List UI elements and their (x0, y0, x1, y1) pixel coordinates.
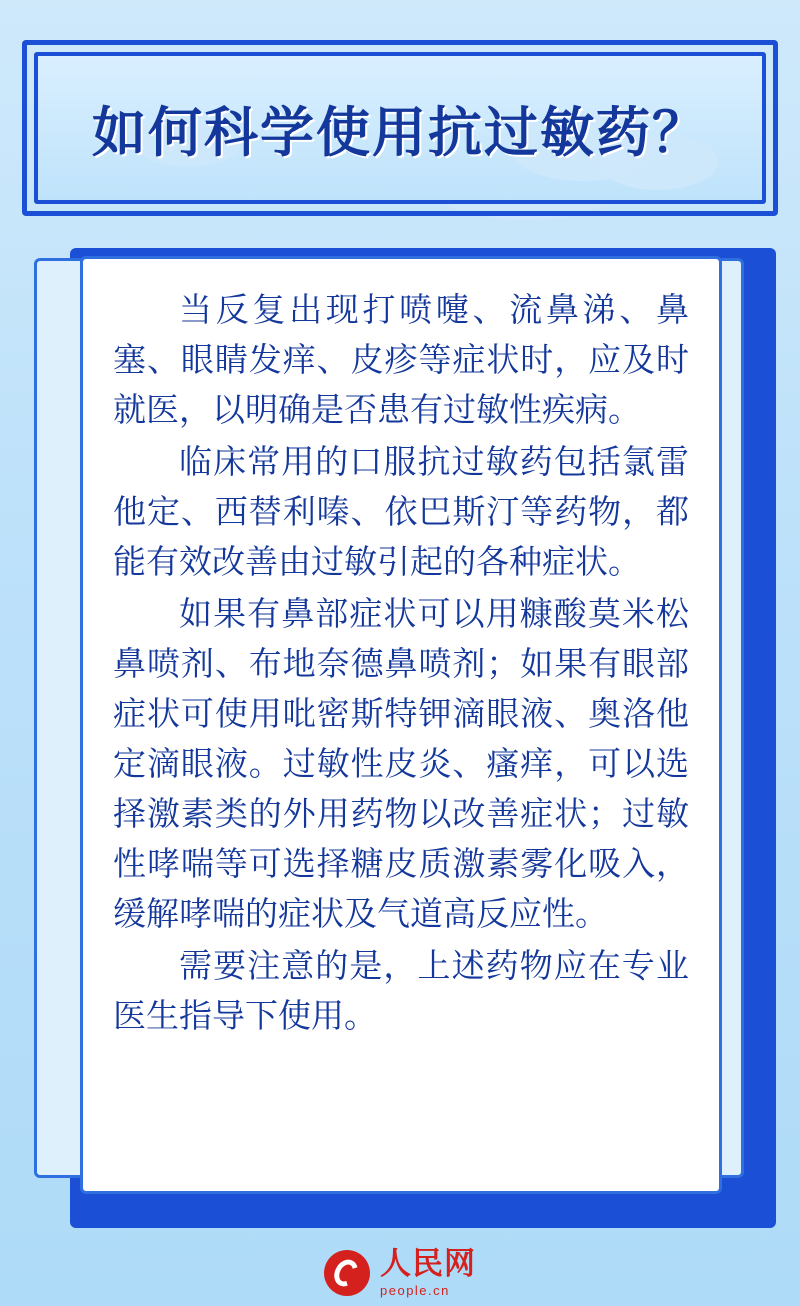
paragraph-4: 需要注意的是，上述药物应在专业医生指导下使用。 (113, 946, 689, 1035)
paragraph-1: 当反复出现打喷嚏、流鼻涕、鼻塞、眼睛发痒、皮疹等症状时，应及时就医，以明确是否患有过敏性疾病。 (113, 290, 689, 429)
paragraph-3: 如果有鼻部症状可以用糠酸莫米松鼻喷剂、布地奈德鼻喷剂；如果有眼部症状可使用吡密斯特钾滴眼液、奥洛他定滴眼液。过敏性皮炎、瘙痒，可以选择激素类的外用药物以改善症状；过敏性哮喘等可选择糖皮质激素雾化吸入，缓解哮喘的症状及气道高反应性。 (113, 594, 689, 933)
title-banner (34, 52, 766, 204)
paragraph-2: 临床常用的口服抗过敏药包括氯雷他定、西替利嗪、依巴斯汀等药物，都能有效改善由过敏引起的各种症状。 (113, 442, 689, 581)
footer-logo (0, 1240, 800, 1306)
logo-name-cn: 人民网 (380, 1246, 476, 1282)
people-cn-logo-icon (324, 1250, 370, 1296)
logo-name-en: people.cn (380, 1283, 450, 1298)
logo-text-group (380, 1246, 476, 1298)
page-title: 如何科学使用抗过敏药？ (92, 100, 708, 164)
content-card (80, 256, 722, 1194)
